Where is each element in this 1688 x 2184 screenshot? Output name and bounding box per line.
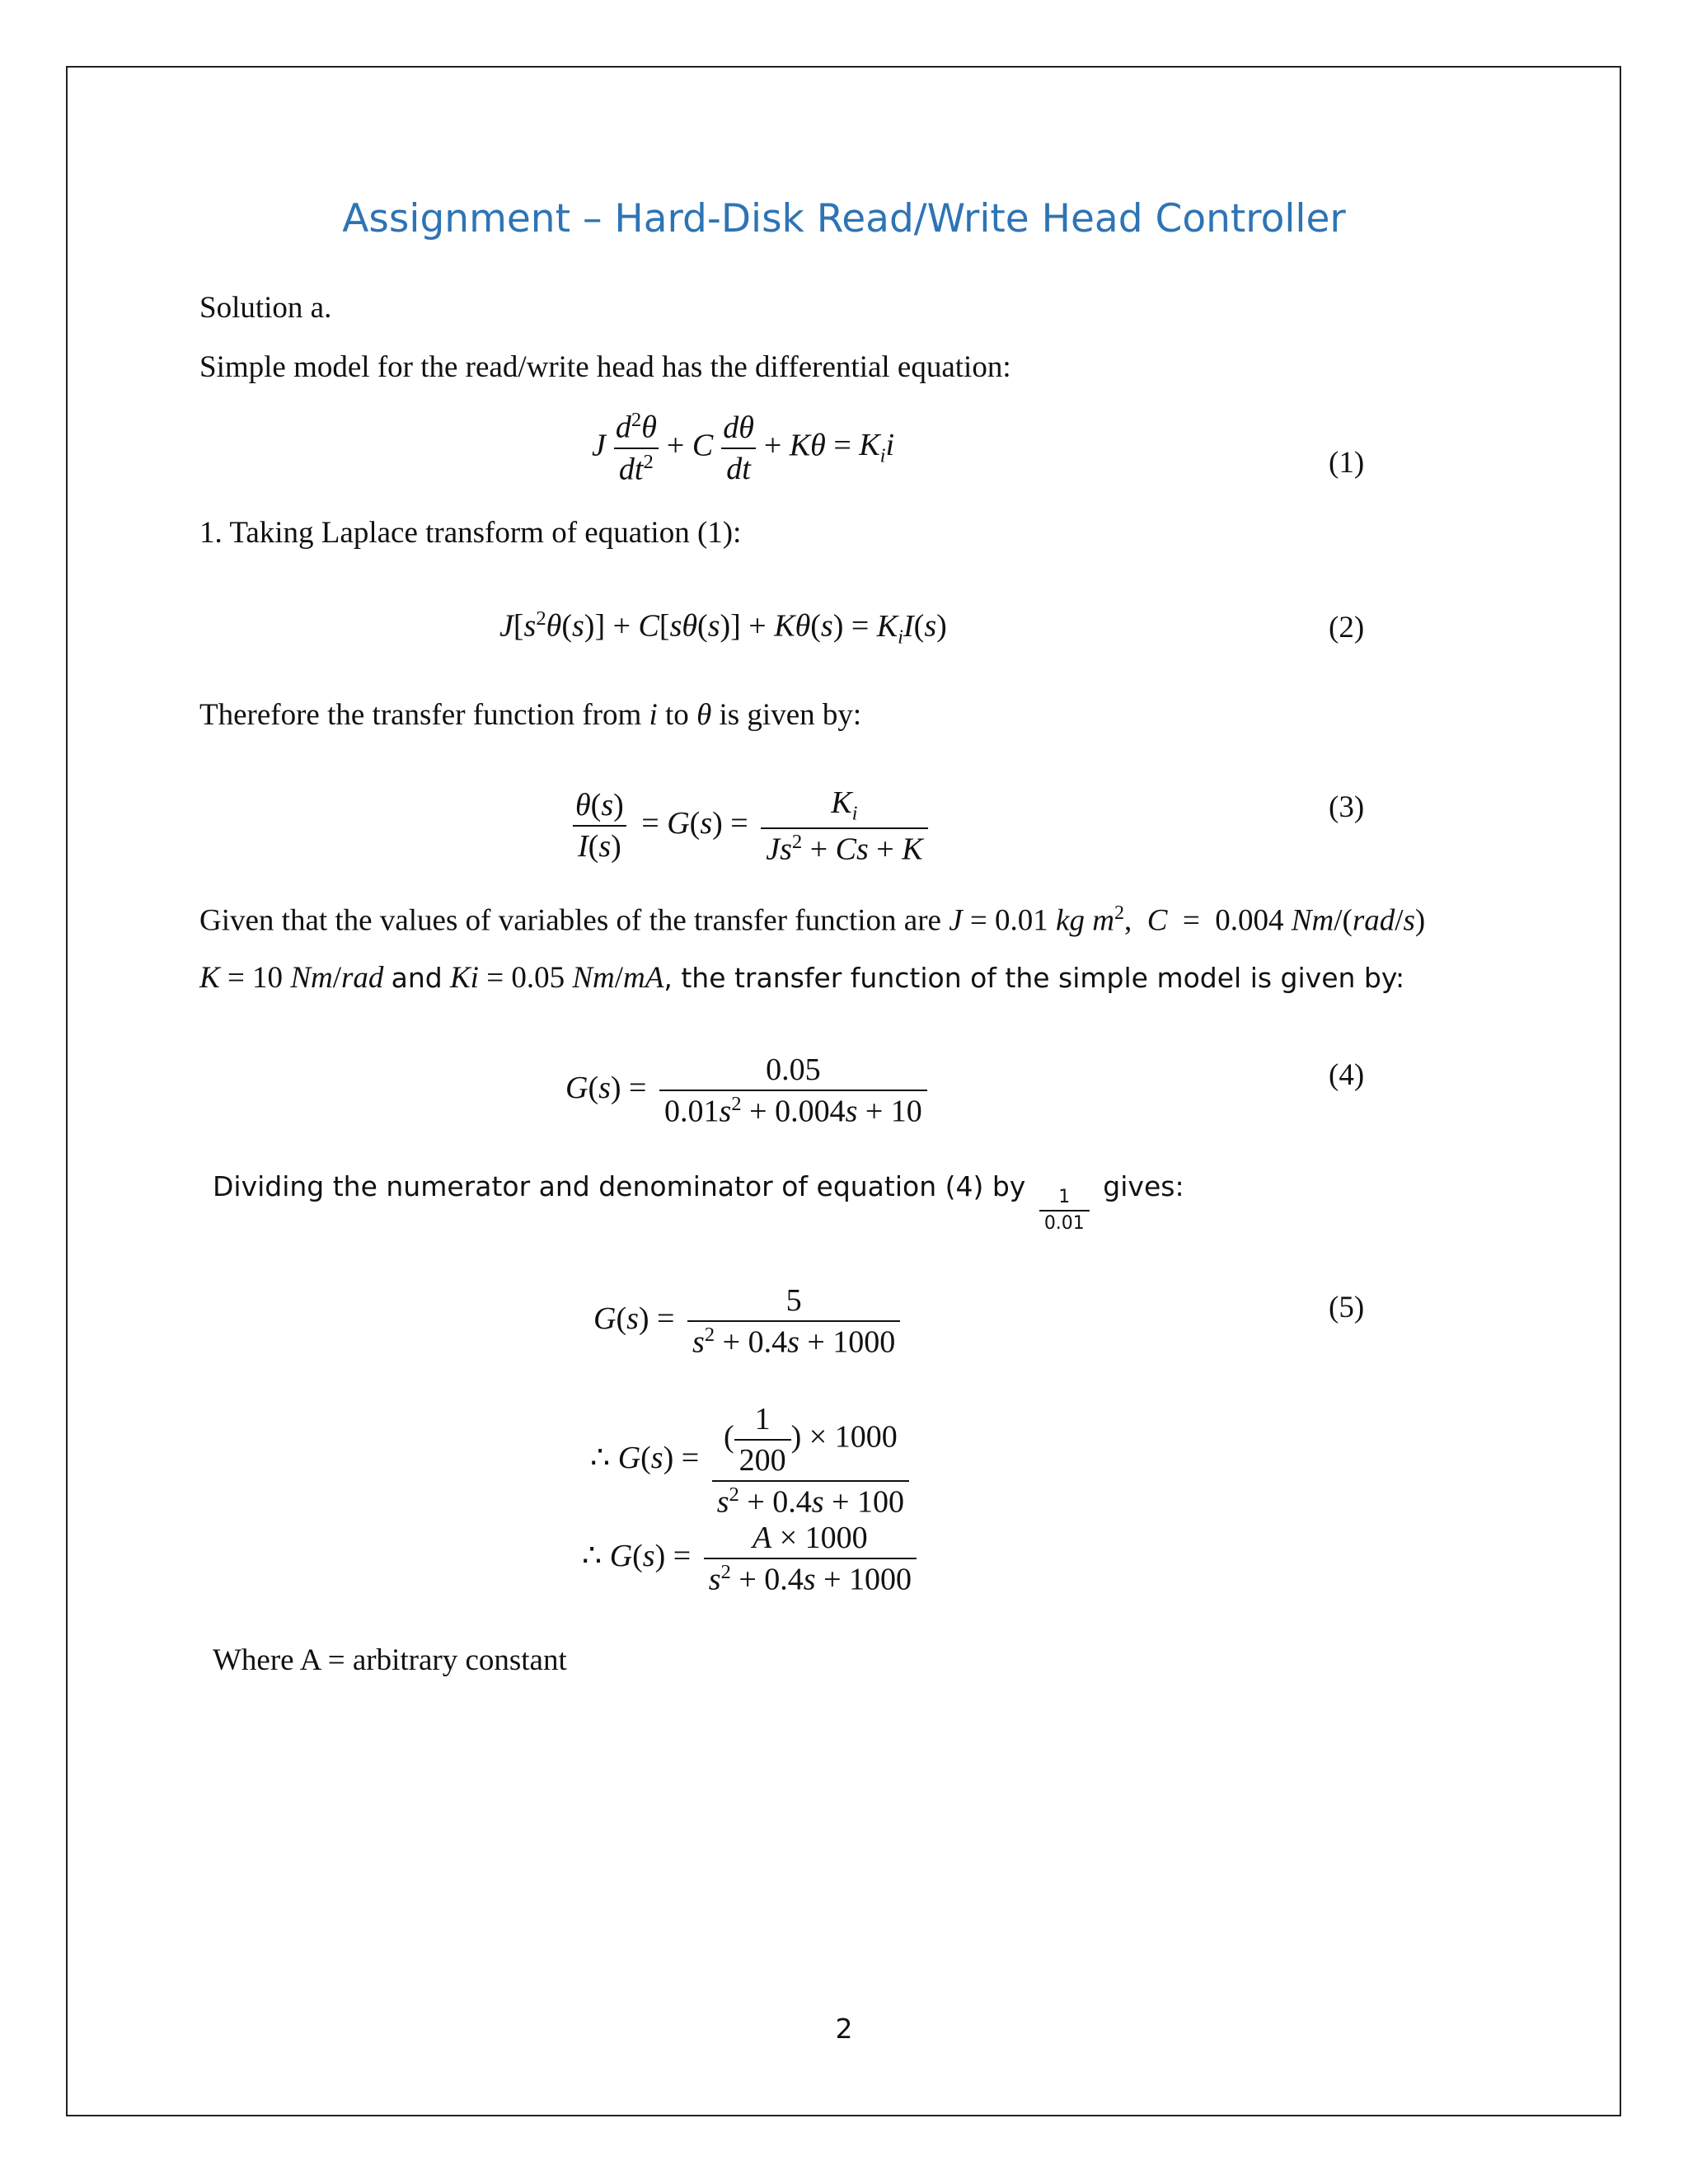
equation-2: $J[s^2\theta(s)] + C[s\theta(s)] + K\theta(s) = K_iI(s)$ <box>499 607 947 649</box>
transfer-to-text: to <box>665 698 689 732</box>
equation-7: ∴ G(s) = $\frac{A \times 1000}{s^2 + 0.4s + 1000}$ <box>582 1520 921 1598</box>
equation-number-5: (5) <box>1329 1291 1365 1324</box>
transfer-intro-text: Therefore the transfer function from <box>199 698 642 732</box>
transfer-end-text: is given by: <box>719 698 862 732</box>
equation-number-4: (4) <box>1329 1058 1365 1092</box>
given-line-1: Given that the values of variables of the transfer function are J = 0.01 kg $m^2$, C = 0.004 Nm/(rad/s) <box>199 902 1426 938</box>
transfer-intro-line: Therefore the transfer function from i to θ is given by: <box>199 698 862 732</box>
equation-4: G(s) = $\frac{0.05}{0.01s^2 + 0.004s + 10}$ <box>565 1052 932 1130</box>
equation-6: ∴ G(s) = ( $\frac{1}{200}$ ) × 1000 $s^2 + 0.4s + 100$ <box>590 1401 914 1521</box>
equation-number-1: (1) <box>1329 446 1365 480</box>
gives-text: gives: <box>1103 1170 1184 1202</box>
given-text-1: Given that the values of variables of the transfer function are <box>199 903 941 938</box>
given-text-and: and <box>391 962 443 994</box>
equation-3: $\frac{\theta(s)}{I(s)}$ = G(s) = $\frac{K_i}{Js^2 + Cs + K}$ <box>565 785 933 867</box>
solution-heading: Solution a. <box>199 291 332 325</box>
document-title: Assignment – Hard-Disk Read/Write Head Controller <box>342 196 1346 241</box>
dividing-line: Dividing the numerator and denominator of equation (4) by $\frac{1}{0.01}$ gives: <box>213 1170 1184 1235</box>
page-number: 2 <box>835 2013 853 2045</box>
where-text: Where A = arbitrary constant <box>213 1643 567 1677</box>
equation-1: J $\frac{d^2\theta}{dt^2}$ + C $\frac{d\theta}{dt}$ + $K\theta = K_ii$ <box>592 409 895 487</box>
given-text-2: , the transfer function of the simple model is given by: <box>663 962 1405 994</box>
intro-text: Simple model for the read/write head has the differential equation: <box>199 350 1011 384</box>
equation-number-3: (3) <box>1329 790 1365 824</box>
equation-5: G(s) = $\frac{5}{s^2 + 0.4s + 1000}$ <box>593 1282 905 1361</box>
given-line-2: K = 10 Nm/rad and Ki = 0.05 Nm/mA, the transfer function of the simple model is given by: <box>199 961 1405 995</box>
step1-text: 1. Taking Laplace transform of equation (1): <box>199 516 742 550</box>
dividing-text: Dividing the numerator and denominator of equation (4) by <box>213 1170 1026 1202</box>
equation-number-2: (2) <box>1329 611 1365 644</box>
